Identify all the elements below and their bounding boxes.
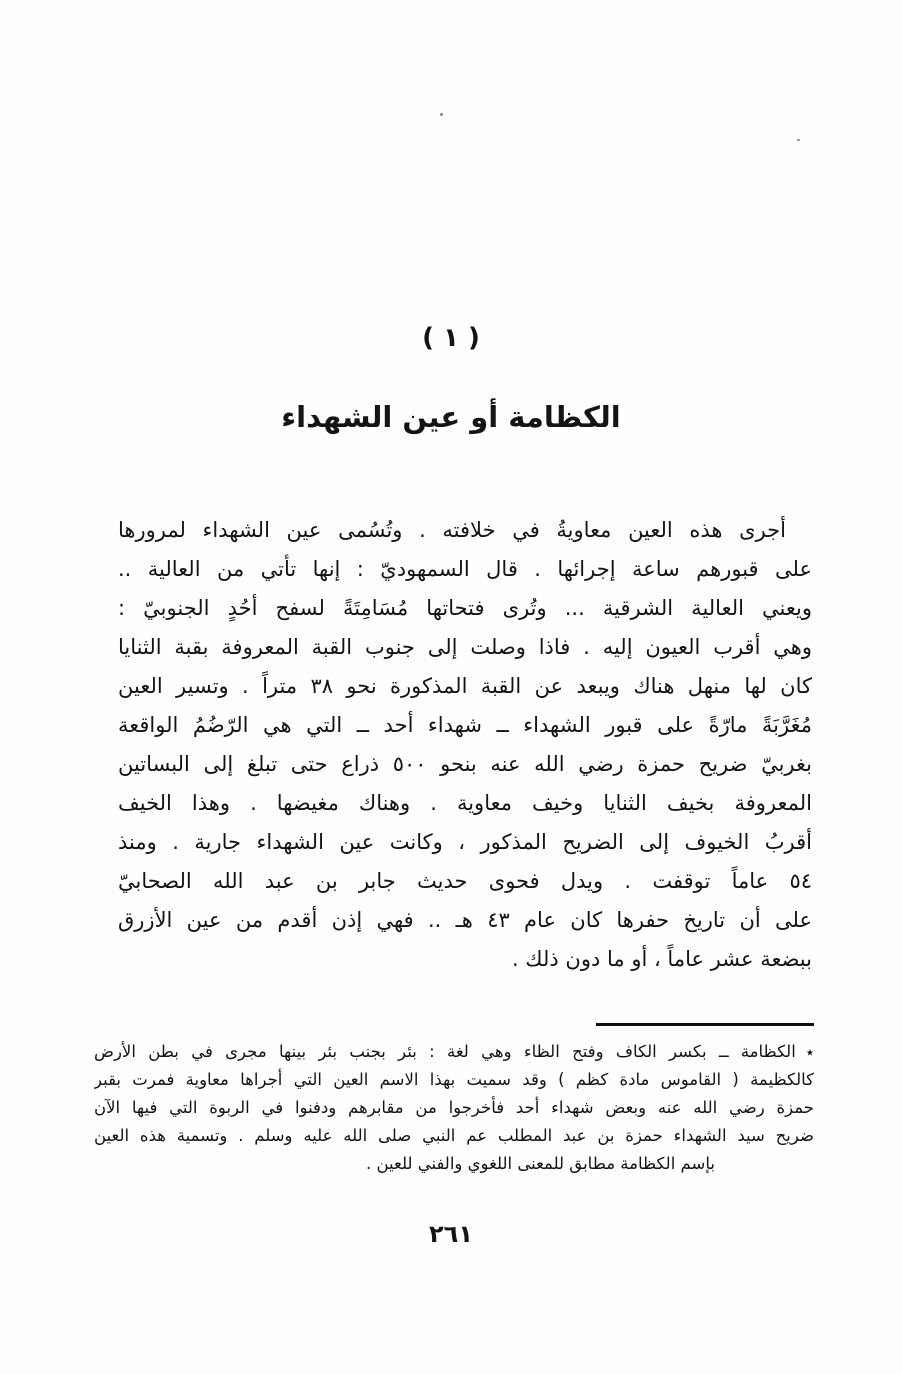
body-line: ببضعة عشر عاماً ، أو ما دون ذلك . <box>511 947 812 971</box>
body-paragraph <box>118 511 812 979</box>
body-line: وهي أقرب العيون إليه . فاذا وصلت إلى جنوب القبة المعروفة بقبة الثنايا <box>118 635 812 659</box>
body-line: المعروفة بخيف الثنايا وخيف معاوية . وهناك مغيضها . وهذا الخيف <box>118 791 812 815</box>
page-number: ٢٦١ <box>429 1220 473 1248</box>
footnote-line: حمزة رضي الله عنه وبعض شهداء أحد فأخرجوا من مقابرهم ودفنوا في الربوة التي فيها الآن <box>94 1098 814 1117</box>
footnote-line <box>94 1038 814 1066</box>
body-line: أجرى هذه العين معاويةُ في خلافته . وتُسُمى عين الشهداء لمرورها <box>118 518 786 542</box>
footnote-marker-icon: ٭ <box>805 1043 814 1061</box>
footnote-line: ضريح سيد الشهداء حمزة بن عبد المطلب عم النبي صلى الله عليه وسلم . وتسمية هذه العين <box>94 1126 814 1145</box>
page-title: الكظامة أو عين الشهداء <box>281 400 621 434</box>
scan-speck <box>797 139 800 141</box>
body-line: بغربيّ ضريح حمزة رضي الله عنه بنحو ٥٠٠ ذراع حتى تبلغ إلى البساتين <box>118 752 812 776</box>
body-line: على أن تاريخ حفرها كان عام ٤٣ هـ .. فهي إذن أقدم من عين الأزرق <box>118 908 812 932</box>
scan-speck <box>440 113 443 116</box>
body-line: أقربُ الخيوف إلى الضريح المذكور ، وكانت عين الشهداء جارية . ومنذ <box>118 830 812 854</box>
footnote-text: الكظامة ــ بكسر الكاف وفتح الظاء وهي لغة : بئر بجنب بئر بينها مجرى في بطن الأرض <box>94 1042 796 1061</box>
body-line: مُغَرَّبَةً مارّةً على قبور الشهداء ــ شهداء أحد ــ التي هي الرّضُمُ الواقعة <box>118 713 812 737</box>
body-line: على قبورهم ساعة إجرائها . قال السمهوديّ : إنها تأتي من العالية .. <box>118 557 812 581</box>
footnote-separator-rule <box>596 1023 814 1026</box>
footnote-line: بإسم الكظامة مطابق للمعنى اللغوي والفني للعين . <box>366 1154 715 1173</box>
body-line: ٥٤ عاماً توقفت . ويدل فحوى حديث جابر بن عبد الله الصحابيّ <box>118 869 812 893</box>
body-line: كان لها منهل هناك ويبعد عن القبة المذكورة نحو ٣٨ متراً . وتسير العين <box>118 674 812 698</box>
footnote <box>94 1038 814 1178</box>
section-number: ( ١ ) <box>422 323 480 353</box>
footnote-line: كالكظيمة ( القاموس مادة كظم ) وقد سميت بهذا الاسم العين التي أجراها معاوية فمرت بقبر <box>94 1070 814 1089</box>
body-line: ويعني العالية الشرقية ... وتُرى فتحاتها مُسَامِتَةً لسفح أحُدٍ الجنوبيّ : <box>118 596 812 620</box>
